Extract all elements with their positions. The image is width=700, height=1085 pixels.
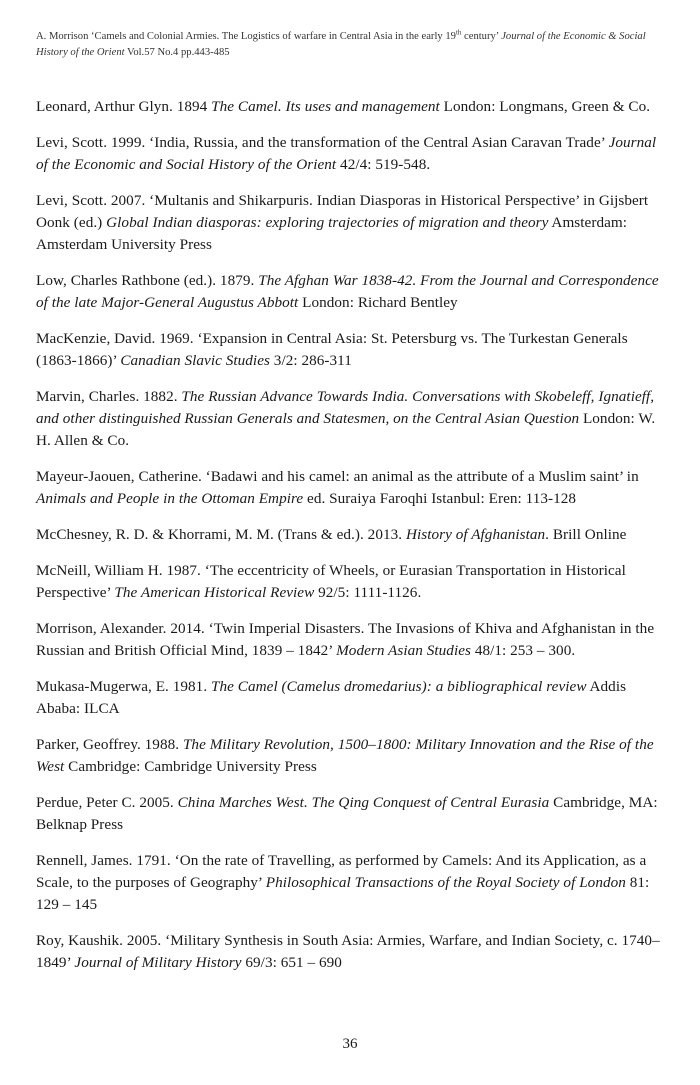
reference-entry [36,466,666,510]
reference-entry [36,524,666,546]
reference-italic-title: Modern Asian Studies [336,642,471,659]
reference-author-and-title: Levi, Scott. 2007. ‘Multanis and Shikarpuris. Indian Diasporas in Historical Perspective’ in Gijsbert Oonk (ed.) [36,192,649,231]
reference-italic-title: The Camel (Camelus dromedarius): a bibliographical review [211,678,587,695]
reference-italic-title: Journal of Military History [74,954,242,971]
reference-author-and-title: Morrison, Alexander. 2014. ‘Twin Imperial Disasters. The Invasions of Khiva and Afghanistan in the Russian and British Official Mind, 1839 – 1842’ [36,620,655,659]
reference-publication-details: Cambridge: Cambridge University Press [64,758,317,775]
running-header [36,29,666,61]
reference-author-and-title: Levi, Scott. 1999. ‘India, Russia, and the transformation of the Central Asian Caravan Trade’ [36,134,609,151]
reference-entry [36,850,666,916]
reference-italic-title: The Military Revolution, 1500–1800: Military Innovation and the Rise of the West [36,736,654,775]
reference-entry [36,386,666,452]
reference-entry [36,270,666,314]
page-number: 36 [342,1036,358,1052]
reference-publication-details: 69/3: 651 – 690 [241,954,342,971]
reference-publication-details: ed. Suraiya Faroqhi Istanbul: Eren: 113-128 [303,490,577,507]
reference-author-and-title: Parker, Geoffrey. 1988. [36,736,183,753]
reference-entry [36,132,666,176]
reference-publication-details: 42/4: 519-548. [336,156,431,173]
reference-author-and-title: Roy, Kaushik. 2005. ‘Military Synthesis in South Asia: Armies, Warfare, and Indian Society, c. 1740–1849’ [36,932,660,971]
reference-italic-title: Global Indian diasporas: exploring trajectories of migration and theory [106,214,549,231]
reference-publication-details: 92/5: 1111-1126. [314,584,422,601]
reference-entry [36,190,666,256]
reference-publication-details: 81: 129 – 145 [36,874,650,913]
reference-italic-title: The Russian Advance Towards India. Conversations with Skobeleff, Ignatieff, and other distinguished Russian Generals and Statesmen, on the Central Asian Question [36,388,655,427]
reference-publication-details: London: W. H. Allen & Co. [36,410,656,449]
reference-author-and-title: Leonard, Arthur Glyn. 1894 [36,98,212,115]
reference-publication-details: London: Richard Bentley [298,294,458,311]
reference-entry [36,328,666,372]
header-superscript: th [455,28,462,37]
reference-entry [36,560,666,604]
header-journal-title: Journal of the Economic & Social History of the Orient [36,31,646,58]
header-century: century’ [461,31,502,42]
reference-italic-title: Canadian Slavic Studies [120,352,270,369]
reference-author-and-title: McNeill, William H. 1987. ‘The eccentricity of Wheels, or Eurasian Transportation in Historical Perspective’ [36,562,626,601]
reference-italic-title: Journal of the Economic and Social History of the Orient [36,134,657,173]
reference-italic-title: Philosophical Transactions of the Royal Society of London [265,874,626,891]
reference-author-and-title: Low, Charles Rathbone (ed.). 1879. [36,272,259,289]
reference-publication-details: Cambridge, MA: Belknap Press [36,794,658,833]
reference-author-and-title: Perdue, Peter C. 2005. [36,794,178,811]
reference-italic-title: The Afghan War 1838-42. From the Journal and Correspondence of the late Major-General Augustus Abbott [36,272,659,311]
reference-publication-details: Addis Ababa: ILCA [36,678,627,717]
reference-entry [36,930,666,974]
reference-author-and-title: McChesney, R. D. & Khorrami, M. M. (Trans & ed.). 2013. [36,526,406,543]
reference-entry [36,618,666,662]
reference-list [36,96,666,988]
reference-author-and-title: Rennell, James. 1791. ‘On the rate of Travelling, as performed by Camels: And its Application, as a Scale, to the purposes of Geography’ [36,852,647,891]
reference-author-and-title: MacKenzie, David. 1969. ‘Expansion in Central Asia: St. Petersburg vs. The Turkestan Generals (1863-1866)’ [36,330,628,369]
reference-entry [36,96,666,118]
reference-author-and-title: Mayeur-Jaouen, Catherine. ‘Badawi and his camel: an animal as the attribute of a Muslim saint’ in [36,468,639,485]
reference-entry [36,734,666,778]
reference-italic-title: History of Afghanistan [405,526,546,543]
reference-entry [36,676,666,720]
reference-publication-details: Amsterdam: Amsterdam University Press [36,214,628,253]
reference-italic-title: The Camel. Its uses and management [211,98,440,115]
reference-italic-title: The American Historical Review [114,584,315,601]
reference-italic-title: Animals and People in the Ottoman Empire [36,490,304,507]
reference-publication-details: . Brill Online [545,526,627,543]
reference-author-and-title: Mukasa-Mugerwa, E. 1981. [36,678,212,695]
header-volume: Vol.57 No.4 pp.443-485 [124,47,230,58]
header-citation: A. Morrison ‘Camels and Colonial Armies. The Logistics of warfare in Central Asia in the early 19 [36,31,456,42]
reference-italic-title: China Marches West. The Qing Conquest of Central Eurasia [177,794,550,811]
reference-author-and-title: Marvin, Charles. 1882. [36,388,182,405]
reference-publication-details: 48/1: 253 – 300. [470,642,576,659]
reference-entry [36,792,666,836]
reference-publication-details: London: Longmans, Green & Co. [439,98,651,115]
reference-publication-details: 3/2: 286-311 [269,352,352,369]
